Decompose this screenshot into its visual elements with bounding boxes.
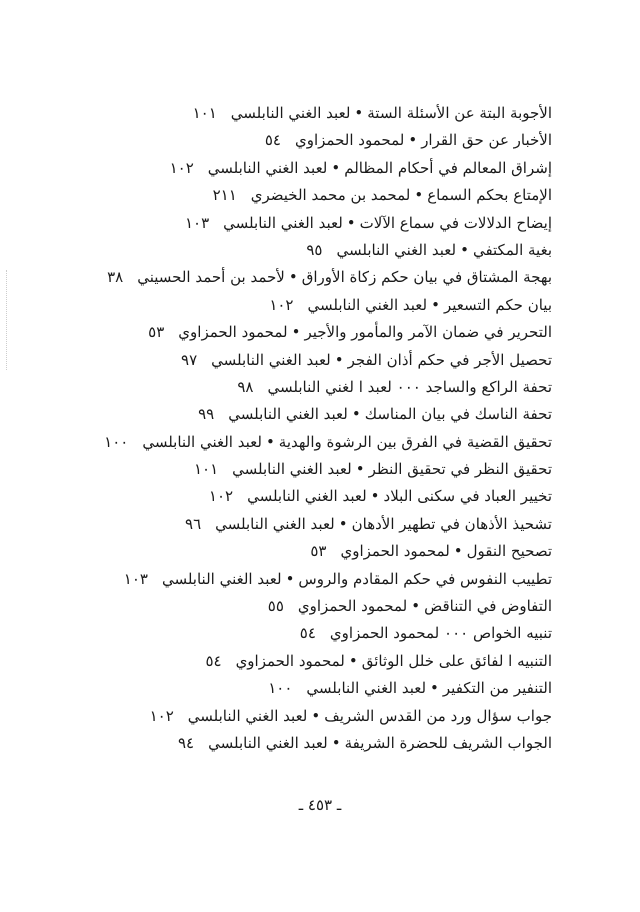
entry-author: لمحمود الحمزاوي <box>235 651 345 670</box>
entry-author: لعبد الغني النابلسي <box>161 569 282 588</box>
entry-title: التنبيه ا لفائق على خلل الوثائق <box>361 651 552 670</box>
entry-title: بغية المكتفي <box>472 240 552 259</box>
entry-separator: • <box>334 350 344 369</box>
entry-author: لعبد الغني النابلسي <box>247 487 367 506</box>
entry-title: جواب سؤال ورد من القدس الشريف <box>324 706 552 725</box>
entry-title: تطييب النفوس في حكم المقادم والروس <box>298 569 552 588</box>
entry-separator: • <box>355 460 365 479</box>
index-list <box>32 100 552 757</box>
entry-separator: • <box>430 679 439 698</box>
entry-page-number: ٩٧ <box>181 350 198 369</box>
entry-page-number: ٩٥ <box>306 240 323 259</box>
entry-author: لعبد الغني النابلسي <box>211 350 331 369</box>
index-entry <box>32 593 552 620</box>
entry-page-number: ٩٨ <box>237 377 254 396</box>
entry-page-number: ١٠١ <box>193 460 219 479</box>
entry-author: لمحمد بن محمد الخيضري <box>250 186 411 205</box>
entry-title: تحفة الراكع والساجد ٠٠٠ لعبد ا لغني النابلسي <box>267 377 552 396</box>
entry-author: لعبد الغني النابلسي <box>187 706 308 725</box>
entry-title: تحقيق النظر في تحقيق النظر <box>368 460 552 479</box>
entry-separator: • <box>460 240 469 259</box>
entry-title: إيضاح الدلالات في سماع الآلات <box>359 213 552 232</box>
index-entry <box>32 155 552 182</box>
entry-author: لعبد الغني النابلسي <box>232 460 352 479</box>
entry-page-number: ١٠٢ <box>269 295 294 314</box>
entry-page-number: ٩٩ <box>198 405 215 424</box>
entry-author: لمحمود الحمزاوي <box>340 542 450 561</box>
entry-author: لعبد الغني النابلسي <box>142 432 262 451</box>
entry-author: لمحمود الحمزاوي <box>297 597 408 616</box>
entry-title: إشراق المعالم في أحكام المظالم <box>344 158 552 177</box>
index-entry <box>32 319 552 346</box>
entry-page-number: ٥٤ <box>264 131 281 150</box>
index-entry <box>32 100 552 127</box>
entry-title: بيان حكم التسعير <box>443 295 552 314</box>
entry-page-number: ١٠٠ <box>268 679 293 698</box>
entry-separator: • <box>331 733 341 752</box>
entry-author: لعبد الغني النابلسي <box>207 158 328 177</box>
index-entry <box>32 566 552 593</box>
entry-separator: • <box>370 487 380 506</box>
entry-page-number: ٥٣ <box>148 323 165 342</box>
entry-separator: • <box>331 158 341 177</box>
entry-title: الأخبار عن حق القرار <box>421 131 552 150</box>
index-entry <box>32 511 552 538</box>
entry-page-number: ٥٤ <box>299 624 316 643</box>
entry-author: لأحمد بن أحمد الحسيني <box>137 268 285 287</box>
entry-author: لعبد الغني النابلسي <box>307 295 428 314</box>
entry-author: لمحمود الحمزاوي <box>295 131 405 150</box>
index-entry <box>32 429 552 456</box>
scan-edge-mark <box>6 270 17 370</box>
entry-separator: • <box>414 186 424 205</box>
entry-title: تنبيه الخواص ٠٠٠ لمحمود الحمزاوي <box>329 624 552 643</box>
entry-separator: • <box>351 405 361 424</box>
index-entry <box>32 182 552 209</box>
index-entry <box>32 456 552 483</box>
index-entry <box>32 237 552 264</box>
entry-separator: • <box>288 268 298 287</box>
entry-separator: • <box>411 597 421 616</box>
entry-page-number: ٩٤ <box>177 733 195 752</box>
entry-title: التفاوض في التناقض <box>424 597 552 616</box>
entry-page-number: ٣٨ <box>107 268 124 287</box>
entry-page-number: ١٠٠ <box>104 432 129 451</box>
entry-separator: • <box>348 651 358 670</box>
entry-title: تحصيل الأجر في حكم أذان الفجر <box>347 350 552 369</box>
entry-page-number: ٢١١ <box>212 186 237 205</box>
index-entry <box>32 675 552 702</box>
entry-page-number: ٥٣ <box>310 542 327 561</box>
entry-title: تشحيذ الأذهان في تطهير الأدهان <box>351 514 552 533</box>
entry-separator: • <box>338 514 348 533</box>
index-entry <box>32 648 552 675</box>
entry-page-number: ١٠٣ <box>123 569 148 588</box>
entry-title: الجواب الشريف للحضرة الشريفة <box>344 733 552 752</box>
entry-author: لعبد الغني النابلسي <box>230 104 351 122</box>
entry-author: لعبد الغني النابلسي <box>208 733 328 752</box>
entry-separator: • <box>346 213 356 232</box>
index-entry <box>32 374 552 401</box>
entry-author: لمحمود الحمزاوي <box>178 323 288 342</box>
entry-separator: • <box>265 432 275 451</box>
entry-page-number: ١٠٢ <box>169 158 194 177</box>
entry-title: التنفير من التكفير <box>442 679 552 698</box>
entry-separator: • <box>431 295 440 314</box>
entry-title: الأجوبة البتة عن الأسئلة الستة <box>367 104 552 122</box>
entry-page-number: ٥٤ <box>205 651 222 670</box>
index-entry <box>32 483 552 510</box>
entry-page-number: ٥٥ <box>267 597 284 616</box>
index-entry <box>32 730 552 757</box>
entry-title: بهجة المشتاق في بيان حكم زكاة الأوراق <box>301 268 552 287</box>
entry-author: لعبد الغني النابلسي <box>336 240 457 259</box>
index-entry <box>32 210 552 237</box>
entry-title: تخيير العباد في سكنى البلاد <box>383 487 552 506</box>
index-entry <box>32 347 552 374</box>
entry-title: تصحيح النقول <box>466 542 552 561</box>
entry-author: لعبد الغني النابلسي <box>228 405 348 424</box>
entry-author: لعبد الغني النابلسي <box>306 679 427 698</box>
index-entry <box>32 264 552 291</box>
entry-title: الإمتاع بحكم السماع <box>427 186 552 205</box>
entry-separator: • <box>311 706 321 725</box>
index-entry <box>32 401 552 428</box>
index-entry <box>32 292 552 319</box>
entry-separator: • <box>354 104 364 122</box>
entry-author: لعبد الغني النابلسي <box>223 213 343 232</box>
entry-page-number: ٩٦ <box>185 514 202 533</box>
entry-separator: • <box>408 131 418 150</box>
entry-author: لعبد الغني النابلسي <box>215 514 335 533</box>
entry-page-number: ١٠٢ <box>208 487 234 506</box>
index-entry <box>32 538 552 565</box>
index-entry <box>32 703 552 730</box>
index-entry <box>32 620 552 647</box>
entry-separator: • <box>285 569 295 588</box>
entry-page-number: ١٠١ <box>192 104 217 122</box>
entry-title: تحفة الناسك في بيان المناسك <box>364 405 552 424</box>
entry-page-number: ١٠٣ <box>185 213 210 232</box>
index-entry <box>32 127 552 154</box>
page-number: ـ ٤٥٣ ـ <box>298 796 342 814</box>
entry-page-number: ١٠٢ <box>149 706 174 725</box>
entry-title: تحقيق القضية في الفرق بين الرشوة والهدية <box>278 432 552 451</box>
entry-separator: • <box>291 323 301 342</box>
entry-separator: • <box>453 542 463 561</box>
entry-title: التحرير في ضمان الآمر والمأمور والأجير <box>304 323 552 342</box>
